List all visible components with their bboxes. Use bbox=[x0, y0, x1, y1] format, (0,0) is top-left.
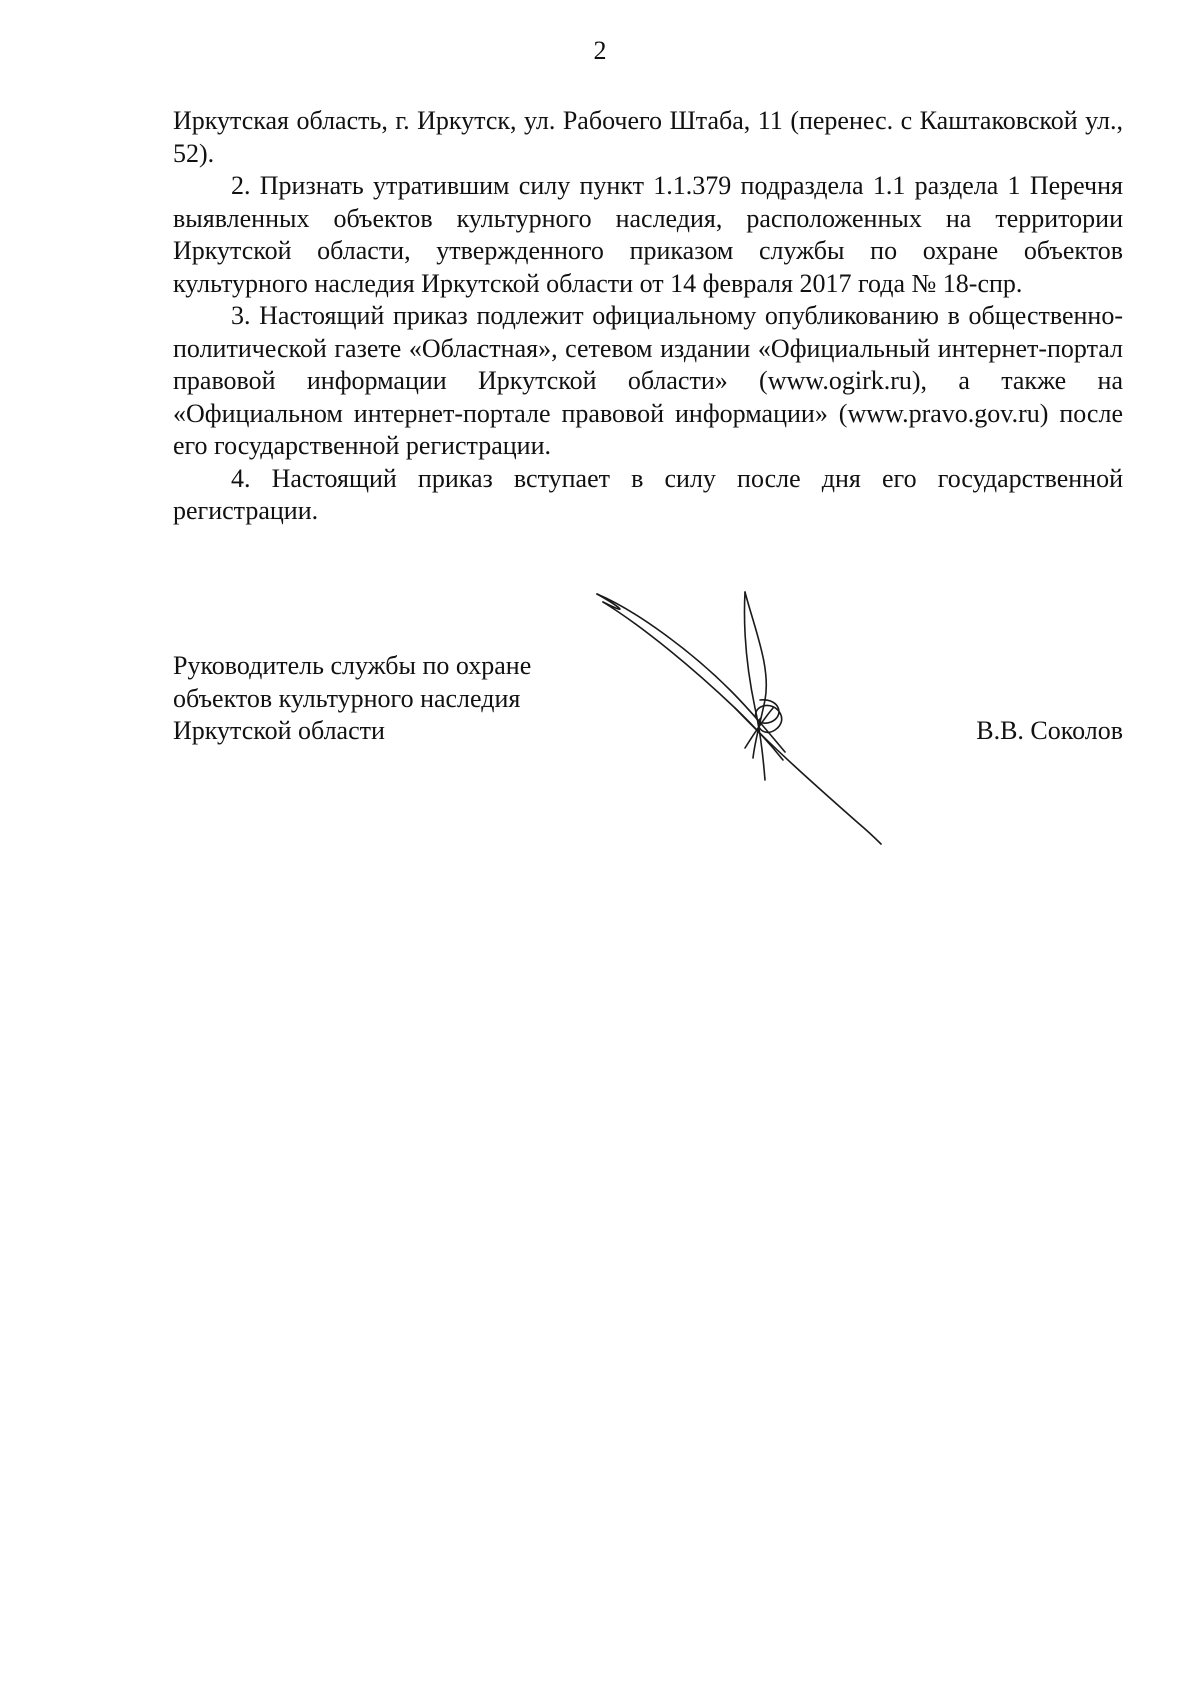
signer-name: В.В. Соколов bbox=[976, 716, 1123, 745]
signatory-position-line: объектов культурного наследия bbox=[173, 683, 521, 713]
page-number: 2 bbox=[593, 36, 607, 65]
handwritten-signature bbox=[595, 590, 915, 870]
document-body bbox=[173, 105, 1123, 528]
signatory-position bbox=[173, 650, 531, 748]
paragraph-item-3: 3. Настоящий приказ подлежит официальному опубликованию в общественно-политической газете «Областная», сетевом издании «Официальный интернет-портал правовой информации Иркутской области» (www.ogirk.ru), а также на «Официальном интернет-портале правовой информации» (www.pravo.gov.ru) после его государственной регистрации. bbox=[173, 301, 1123, 460]
signatory-position-line: Руководитель службы по охране bbox=[173, 651, 532, 680]
paragraph-address: Иркутская область, г. Иркутск, ул. Рабочего Штаба, 11 (перенес. с Каштаковской ул., 52). bbox=[173, 106, 1123, 168]
paragraph-item-4: 4. Настоящий приказ вступает в силу после дня его государственной регистрации. bbox=[173, 463, 1123, 525]
signatory-position-line: Иркутской области bbox=[173, 716, 385, 745]
paragraph-item-2: 2. Признать утратившим силу пункт 1.1.379 подраздела 1.1 раздела 1 Перечня выявленных объектов культурного наследия, расположенных на территории Иркутской области, утвержденного приказом службы по охране объектов культурного наследия Иркутской области от 14 февраля 2017 года № 18-спр. bbox=[173, 171, 1123, 298]
